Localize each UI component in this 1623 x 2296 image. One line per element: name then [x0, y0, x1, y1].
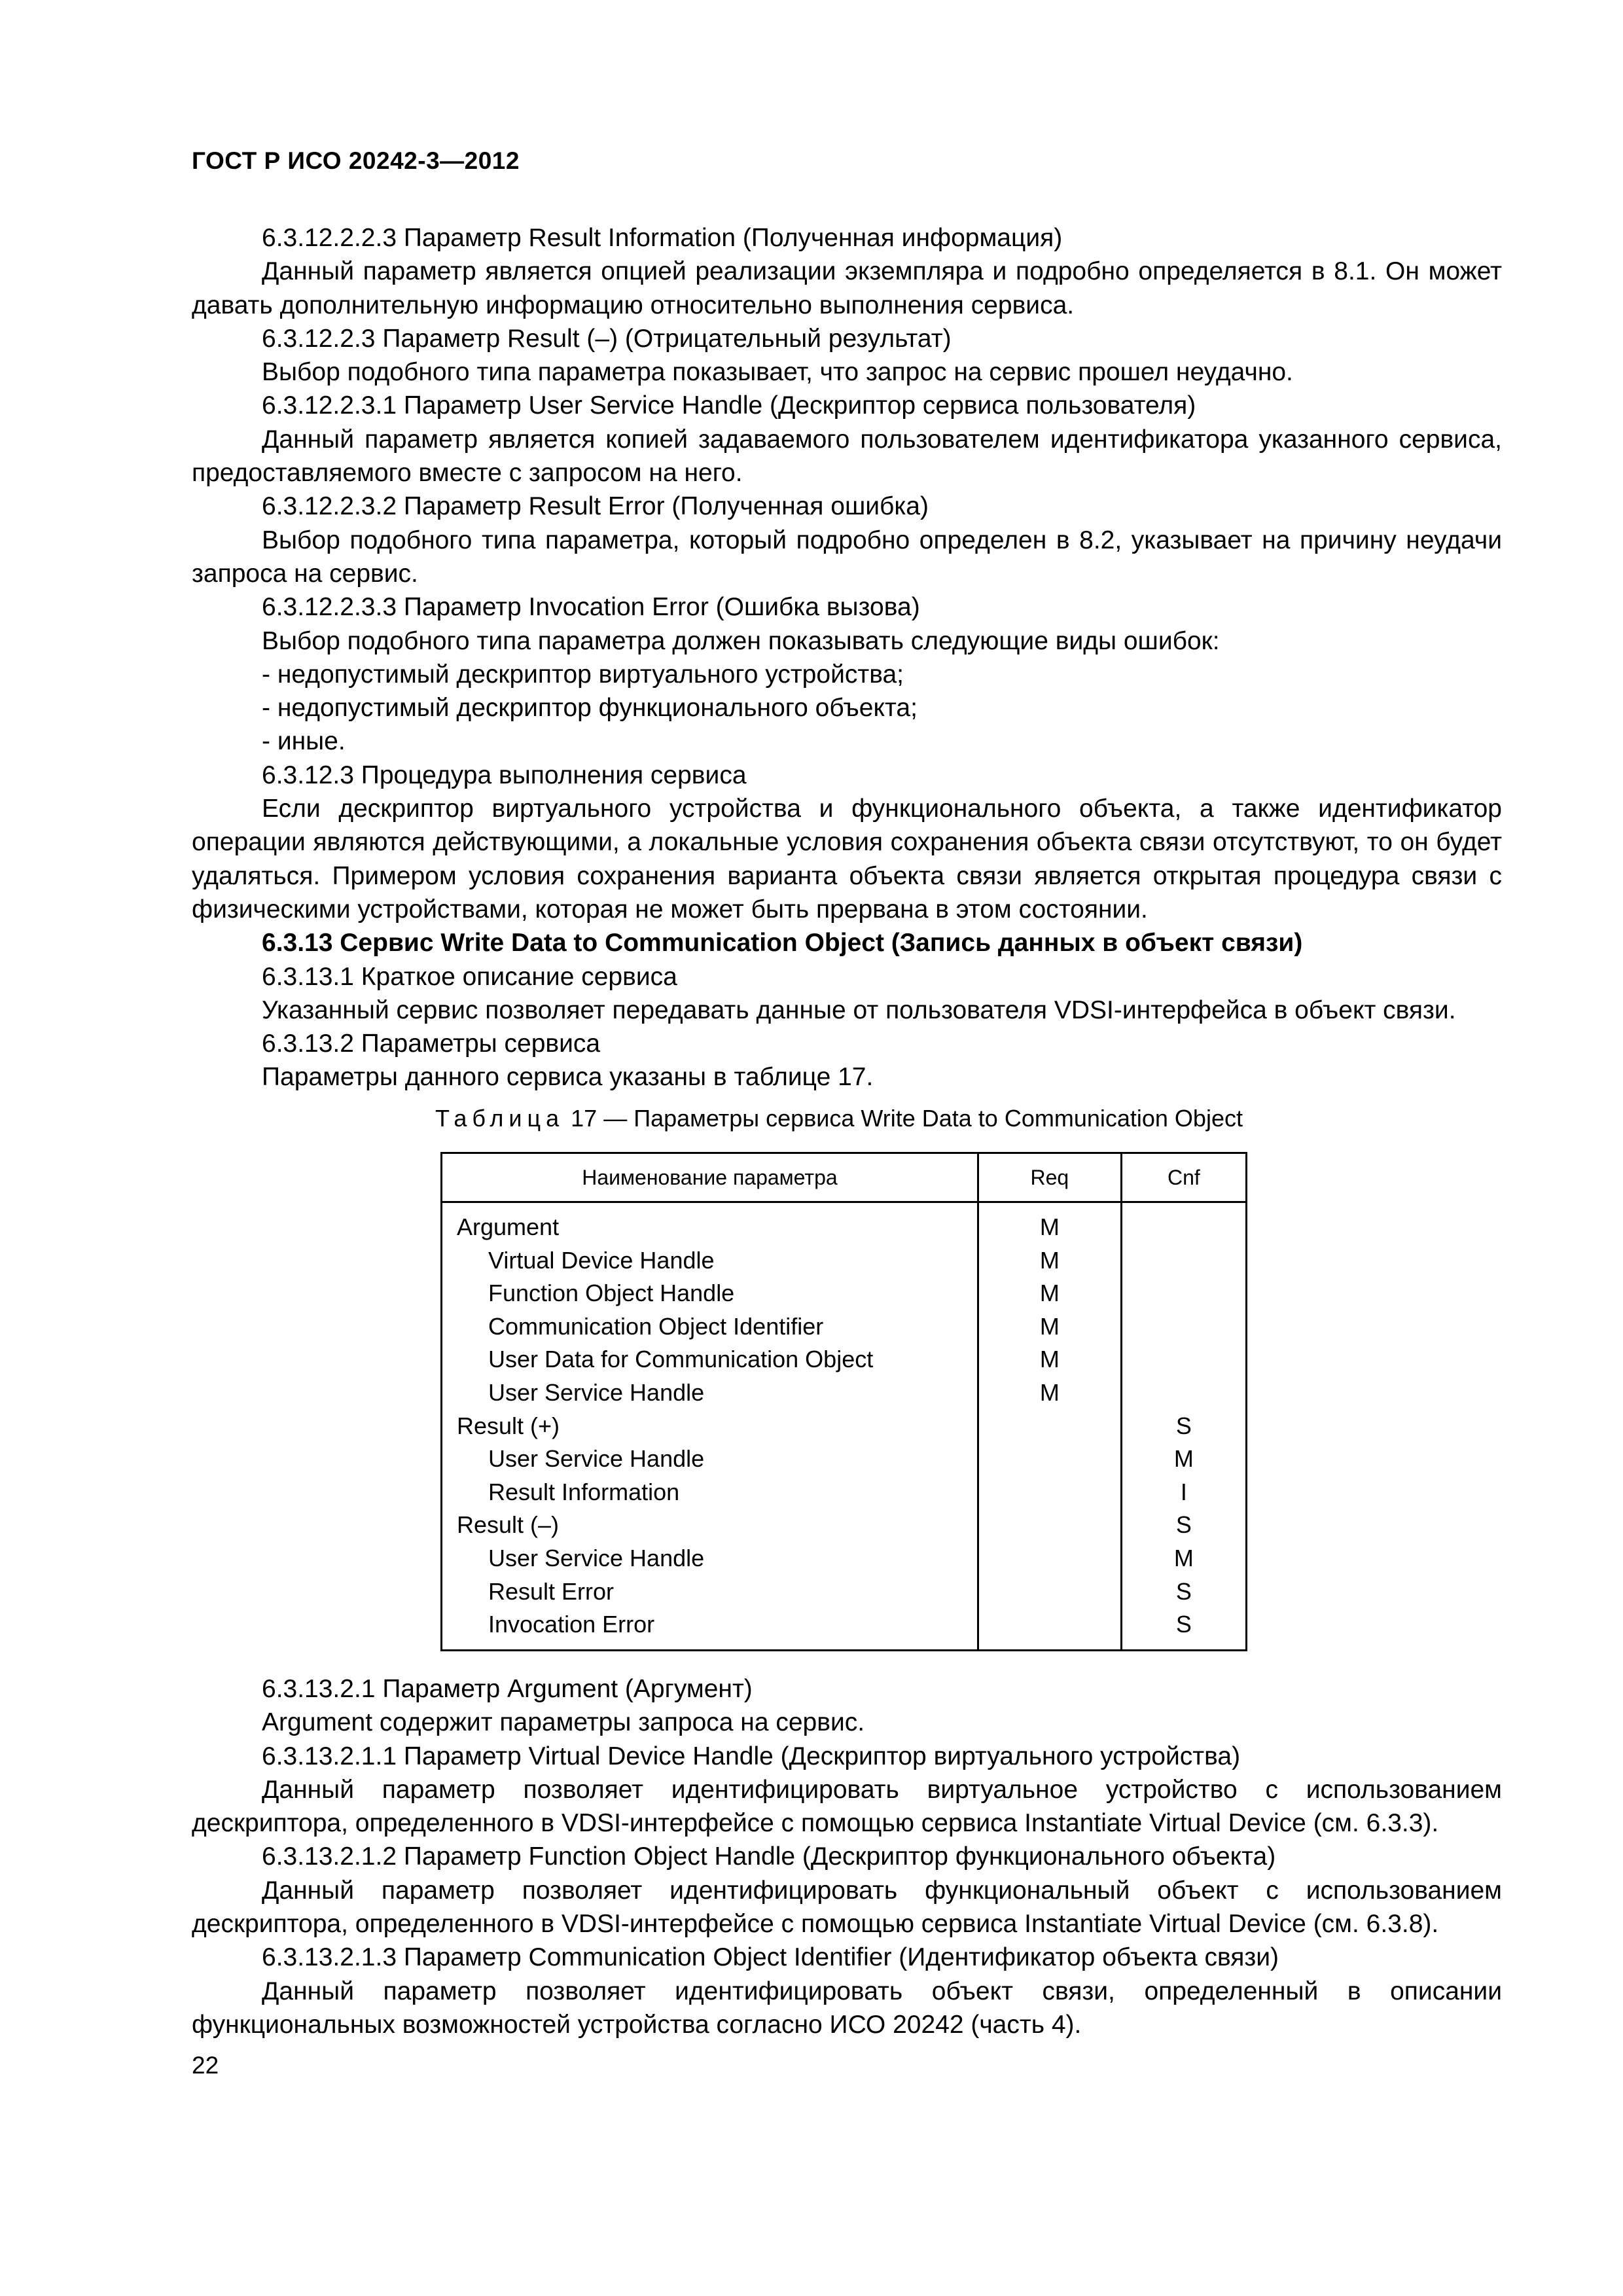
table-row-cnf-value — [1122, 1211, 1245, 1244]
table-row-cnf-value: S — [1175, 1577, 1192, 1605]
table-row-cnf-value: S — [1175, 1611, 1192, 1638]
table-header-row — [442, 1153, 1247, 1202]
document-header: ГОСТ Р ИСО 20242-3—2012 — [192, 147, 520, 174]
table-row-parameter-name: User Service Handle — [488, 1445, 705, 1473]
table-body — [442, 1202, 1247, 1651]
table-row-parameter-name: Result (+) — [457, 1412, 560, 1439]
paragraph: Выбор подобного типа параметра, который подробно определен в 8.2, указывает на причину неудачи запроса на сервис. — [192, 526, 1502, 588]
paragraph: 6.3.12.2.2.3 Параметр Result Information (Полученная информация) — [262, 224, 1063, 252]
paragraph: 6.3.12.2.3 Параметр Result (–) (Отрицательный результат) — [262, 324, 952, 353]
paragraph: Argument содержит параметры запроса на сервис. — [262, 1708, 865, 1737]
paragraph: Данный параметр является копией задаваемого пользователем идентификатора указанного сервиса, предоставляемого вместе с запросом на него. — [192, 425, 1502, 488]
paragraph: 6.3.12.3 Процедура выполнения сервиса — [262, 761, 747, 789]
table-row-parameter-name: Invocation Error — [488, 1611, 655, 1638]
table-row-req-value — [979, 1443, 1120, 1476]
table-row-req-value: M — [1039, 1312, 1060, 1340]
table-row-req-value — [979, 1476, 1120, 1509]
table-row-parameter-name: User Service Handle — [488, 1378, 705, 1406]
paragraph: 6.3.13.2.1 Параметр Argument (Аргумент) — [262, 1675, 753, 1703]
table-row-req-value — [979, 1575, 1120, 1609]
column-header-cnf: Cnf — [1121, 1153, 1246, 1202]
paragraph: Данный параметр позволяет идентифицировать виртуальное устройство с использованием дескриптора, определенного в VDSI-интерфейсе с помощью сервиса Instantiate Virtual Device (см. 6.3.3). — [192, 1775, 1502, 1838]
table-caption-label: Таблица — [435, 1105, 565, 1132]
table-row-req-value — [979, 1542, 1120, 1575]
table-row-cnf-value: M — [1173, 1445, 1194, 1473]
table-row-parameter-name: Function Object Handle — [488, 1280, 735, 1307]
table-caption — [435, 1105, 1243, 1132]
table-row-cnf-value — [1122, 1343, 1245, 1376]
table-row-req-value: M — [1039, 1213, 1060, 1240]
table-row-parameter-name: Result Error — [488, 1577, 615, 1605]
table-row-parameter-name: Argument — [457, 1213, 560, 1240]
table-row-cnf-value: I — [1180, 1478, 1187, 1505]
table-row-req-value: M — [1039, 1378, 1060, 1406]
list-item: - иные. — [262, 727, 346, 756]
table-row-parameter-name: User Service Handle — [488, 1544, 705, 1571]
paragraph: 6.3.12.2.3.2 Параметр Result Error (Полученная ошибка) — [262, 492, 929, 521]
paragraph: Параметры данного сервиса указаны в таблице 17. — [262, 1063, 874, 1092]
list-item: - недопустимый дескриптор виртуального устройства; — [262, 660, 904, 689]
parameters-table — [440, 1152, 1247, 1651]
table-row-req-value: M — [1039, 1346, 1060, 1373]
paragraph: 6.3.13.2.1.3 Параметр Communication Object Identifier (Идентификатор объекта связи) — [262, 1943, 1279, 1972]
table-row-req-value — [979, 1608, 1120, 1641]
paragraph: Указанный сервис позволяет передавать данные от пользователя VDSI-интерфейса в объект связи. — [262, 996, 1456, 1024]
page-number: 22 — [192, 2052, 219, 2079]
list-item: - недопустимый дескриптор функционального объекта; — [262, 694, 918, 723]
paragraph: 6.3.12.2.3.3 Параметр Invocation Error (Ошибка вызова) — [262, 593, 920, 622]
paragraph: Данный параметр позволяет идентифицировать объект связи, определенный в описании функциональных возможностей устройства согласно ИСО 20242 (часть 4). — [192, 1977, 1502, 2039]
column-header-req: Req — [978, 1153, 1121, 1202]
table-row-cnf-value — [1122, 1310, 1245, 1344]
table-row-cnf-value — [1122, 1277, 1245, 1310]
paragraph: 6.3.12.2.3.1 Параметр User Service Handle (Дескриптор сервиса пользователя) — [262, 391, 1196, 420]
table-row-cnf-value: S — [1175, 1412, 1192, 1439]
table-row-parameter-name: User Data for Communication Object — [488, 1346, 874, 1373]
paragraph: Данный параметр является опцией реализации экземпляра и подробно определяется в 8.1. Он может давать дополнительную информацию относительно выполнения сервиса. — [192, 257, 1502, 319]
table-row-cnf-value: M — [1173, 1544, 1194, 1571]
paragraph: 6.3.13.2 Параметры сервиса — [262, 1030, 601, 1058]
table-row-parameter-name: Result Information — [488, 1478, 680, 1505]
body-text-top — [192, 221, 1502, 1094]
table-row-cnf-value — [1122, 1376, 1245, 1410]
table-row-cnf-value: S — [1175, 1511, 1192, 1539]
paragraph: Данный параметр позволяет идентифицировать функциональный объект с использованием дескриптора, определенного в VDSI-интерфейсе с помощью сервиса Instantiate Virtual Device (см. 6.3.8). — [192, 1876, 1502, 1939]
paragraph: 6.3.13.2.1.2 Параметр Function Object Handle (Дескриптор функционального объекта) — [262, 1842, 1276, 1871]
cnf-column — [1121, 1202, 1246, 1651]
body-text-bottom — [192, 1672, 1502, 2041]
paragraph: 6.3.13.1 Краткое описание сервиса — [262, 962, 677, 991]
table-row-req-value — [979, 1509, 1120, 1542]
paragraph: 6.3.13.2.1.1 Параметр Virtual Device Handle (Дескриптор виртуального устройства) — [262, 1742, 1241, 1770]
table-row-parameter-name: Result (–) — [457, 1511, 560, 1539]
table-row-parameter-name: Communication Object Identifier — [488, 1312, 824, 1340]
table-row-cnf-value — [1122, 1244, 1245, 1278]
table-row-req-value — [979, 1410, 1120, 1443]
table-row-req-value: M — [1039, 1280, 1060, 1307]
paragraph: Если дескриптор виртуального устройства и функционального объекта, а также идентификатор операции являются действующими, а локальные условия сохранения объекта связи отсутствуют, то он будет удаляться. Примером условия сохранения варианта объекта связи является открытая процедура связи с физическими устройствами, которая не может быть прервана в этом состоянии. — [192, 795, 1502, 924]
paragraph: Выбор подобного типа параметра должен показывать следующие виды ошибок: — [262, 626, 1220, 655]
req-column — [978, 1202, 1121, 1651]
column-header-name: Наименование параметра — [442, 1153, 978, 1202]
table-row-req-value: M — [1039, 1246, 1060, 1274]
table-row-parameter-name: Virtual Device Handle — [488, 1246, 715, 1274]
table-caption-title: 17 — Параметры сервиса Write Data to Communication Object — [564, 1105, 1243, 1132]
parameter-name-column — [442, 1202, 978, 1651]
paragraph: Выбор подобного типа параметра показывает, что запрос на сервис прошел неудачно. — [262, 358, 1293, 387]
section-heading: 6.3.13 Сервис Write Data to Communication Object (Запись данных в объект связи) — [262, 929, 1303, 958]
